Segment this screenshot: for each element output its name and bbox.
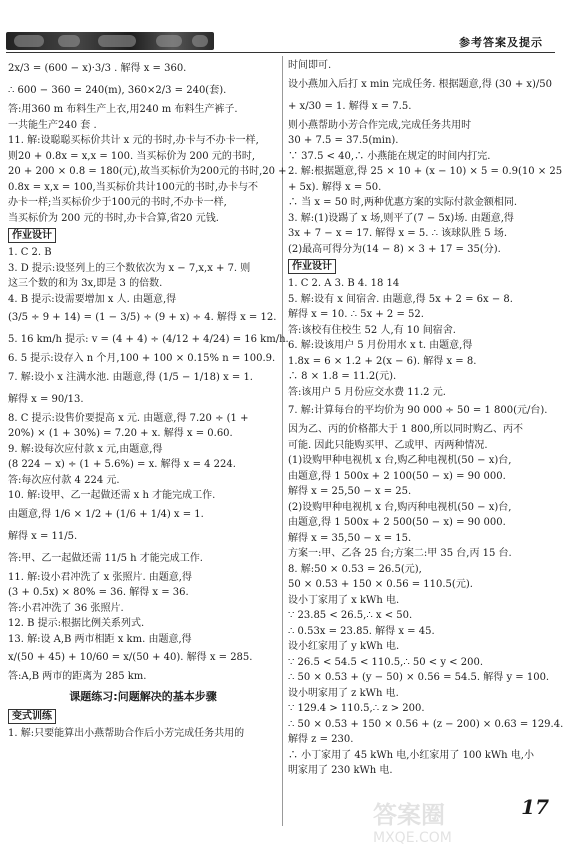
left-column xyxy=(8,58,289,741)
page-header xyxy=(0,0,563,50)
text-line: 3. D 提示:设竖列上的三个数依次为 x − 7,x,x + 7. 则 xyxy=(8,262,251,274)
section-label: 作业设计 xyxy=(288,259,336,274)
text-line: 解得 x = 10. ∴ 5x + 2 = 52. xyxy=(288,309,424,320)
text-line: ∴ 0.53x = 23.85. 解得 x = 45. xyxy=(288,625,435,637)
text-line: + x/30 = 1. 解得 x = 7.5. xyxy=(288,100,412,112)
text-line: 办卡一样;当买标价少于100元的书时,不办卡一样, xyxy=(8,197,227,208)
text-line: ∴ 50 × 0.53 + (y − 50) × 0.56 = 54.5. 解得 y = 100. xyxy=(288,672,550,683)
section-label: 作业设计 xyxy=(8,228,56,243)
text-line: 答:每次应付款 4 224 元. xyxy=(8,474,120,486)
decorative-banner xyxy=(6,32,214,50)
text-line: 1. 解:只要能算出小燕帮助合作后小芳完成任务共用的 xyxy=(8,727,245,739)
text-line: 设小红家用了 y kWh 电. xyxy=(288,641,400,652)
text-line: ∵ 26.5 < 54.5 < 110.5,∴ 50 < y < 200. xyxy=(288,656,484,668)
text-line: 30 + 7.5 = 37.5(min). xyxy=(288,135,399,146)
text-line: 0.8x = x,x = 100,当买标价共计100元的书时,办卡与不 xyxy=(8,181,259,193)
lesson-title: 课题练习:问题解决的基本步骤 xyxy=(69,689,217,703)
header-title: 参考答案及提示 xyxy=(459,36,543,49)
text-line: x/(50 + 45) + 10/60 = x/(50 + 40). 解得 x = 285. xyxy=(8,652,253,663)
text-line: 解得 x = 90/13. xyxy=(8,393,84,405)
text-line: ∵ 129.4 > 110.5,∴ z > 200. xyxy=(288,703,425,714)
text-line: 2x/3 = (600 − x)·3/3 . 解得 x = 360. xyxy=(8,63,187,74)
text-line: 解得 x = 25,50 − x = 25. xyxy=(288,486,412,497)
text-line: 13. 解:设 A,B 两市相距 x km. 由题意,得 xyxy=(8,633,192,645)
text-line: ∵ 37.5 < 40,∴ 小燕能在规定的时间内打完. xyxy=(288,150,491,162)
text-line: 7. 解:设小 x 注满水池. 由题意,得 (1/5 − 1/18) x = 1. xyxy=(8,371,253,383)
text-line: 时间即可. xyxy=(288,60,332,71)
text-line: (2)最高可得分为(14 − 8) × 3 + 17 = 35(分). xyxy=(288,243,501,255)
text-line: 答:该用户 5 月份应交水费 11.2 元. xyxy=(288,386,446,398)
text-line: 答:甲、乙一起做还需 11/5 h 才能完成工作. xyxy=(8,552,203,564)
text-line: 3. 解:(1)设踢了 x 场,则平了(7 − 5x)场. 由题意,得 xyxy=(288,212,514,224)
text-line: 答:小君冲洗了 36 张照片. xyxy=(8,602,124,614)
text-line: 11. 解:设小君冲洗了 x 张照片. 由题意,得 xyxy=(8,571,192,583)
text-line: 1. C 2. A 3. B 4. 18 14 xyxy=(288,278,400,289)
text-line: ∴ 小丁家用了 45 kWh 电,小红家用了 100 kWh 电,小 xyxy=(288,749,534,761)
text-line: 50 × 0.53 + 150 × 0.56 = 110.5(元). xyxy=(288,579,473,590)
text-line: 设小明家用了 z kWh 电. xyxy=(288,687,399,699)
text-line: 12. B 提示:根据比例关系列式. xyxy=(8,618,145,629)
text-line: 明家用了 230 kWh 电. xyxy=(288,765,393,776)
text-line: 答:该校有住校生 52 人,有 10 间宿舍. xyxy=(288,324,456,336)
text-line: 20%) × (1 + 30%) = 7.20 + x. 解得 x = 0.60. xyxy=(8,428,233,439)
text-line: 由题意,得 1 500x + 2 500(50 − x) = 90 000. xyxy=(288,517,506,528)
text-line: 3x + 7 − x = 17. 解得 x = 5. ∴ 该球队胜 5 场. xyxy=(288,228,508,239)
text-line: 20 + 200 × 0.8 = 180(元),故当买标价为200元的书时,20 + xyxy=(8,166,287,177)
text-line: ∴ 当 x = 50 时,两种优惠方案的实际付款金额相同. xyxy=(288,197,517,208)
text-line: ∴ 600 − 360 = 240(m), 360×2/3 = 240(套). xyxy=(8,85,227,96)
text-line: 8. C 提示:设售价要提高 x 元. 由题意,得 7.20 ÷ (1 + xyxy=(8,412,249,424)
text-line: (8 224 − x) ÷ (1 + 5.6%) = x. 解得 x = 4 224. xyxy=(8,459,236,470)
text-line: 2. 解:根据题意,得 25 × 10 + (x − 10) × 5 = 0.9(10 × 25 xyxy=(288,166,563,177)
section-row xyxy=(8,707,278,726)
text-line: 10. 解:设甲、乙一起做还需 x h 才能完成工作. xyxy=(8,490,216,501)
text-line: 11. 解:设聪聪买标价共计 x 元的书时,办卡与不办卡一样, xyxy=(8,135,259,146)
text-line: 解得 x = 35,50 − x = 15. xyxy=(288,532,412,544)
right-column xyxy=(288,58,563,779)
text-line: 答:A,B 两市的距离为 285 km. xyxy=(8,671,147,682)
text-line: 可能. 因此只能购买甲、乙或甲、丙两种情况. xyxy=(288,439,488,451)
text-line: 由题意,得 1 500x + 2 100(50 − x) = 90 000. xyxy=(288,470,506,482)
text-line: 4. B 提示:设需要增加 x 人. 由题意,得 xyxy=(8,293,177,305)
section-label: 变式训练 xyxy=(8,709,56,724)
page-number: 17 xyxy=(521,795,549,819)
section-row xyxy=(288,257,550,276)
text-line: 1.8x = 6 × 1.2 + 2(x − 6). 解得 x = 8. xyxy=(288,355,477,367)
watermark: 答案圈 MXQE.COM xyxy=(373,801,452,846)
text-line: 8. 解:50 × 0.53 = 26.5(元), xyxy=(288,563,422,575)
text-line: 解得 z = 230. xyxy=(288,734,354,745)
text-line: ∴ 50 × 0.53 + 150 × 0.56 + (z − 200) × 0.63 = 129.4. xyxy=(288,718,563,730)
text-line: 设小丁家用了 x kWh 电. xyxy=(288,594,400,606)
text-line: 因为乙、丙的价格都大于 1 800,所以同时购乙、丙不 xyxy=(288,424,523,435)
text-line: (2)设购甲种电视机 x 台,购丙种电视机(50 − x)台, xyxy=(288,501,512,513)
text-line: 1. C 2. B xyxy=(8,247,52,258)
text-line: 设小燕加入后打 x min 完成任务. 根据题意,得 (30 + x)/50 xyxy=(288,78,553,90)
text-line: 答:用360 m 布料生产上衣,用240 m 布料生产裤子. xyxy=(8,104,238,115)
text-line: 则小燕帮助小芳合作完成,完成任务共用时 xyxy=(288,119,472,131)
text-line: ∴ 8 × 1.8 = 11.2(元). xyxy=(288,371,397,382)
text-line: 当买标价为 200 元的书时,办卡合算,省20 元钱. xyxy=(8,212,219,224)
text-line: 9. 解:设每次应付款 x 元,由题意,得 xyxy=(8,443,163,455)
text-line: + 5x). 解得 x = 50. xyxy=(288,181,382,193)
text-line: 5. 16 km/h 提示: v = (4 + 4) ÷ (4/12 + 4/24) = 16 km/h. xyxy=(8,334,289,345)
text-line: (3 + 0.5x) × 80% = 36. 解得 x = 36. xyxy=(8,587,189,598)
text-line: ∵ 23.85 < 26.5,∴ x < 50. xyxy=(288,610,413,621)
section-row xyxy=(8,226,278,245)
text-line: 这三个数的和为 3x,即是 3 的倍数. xyxy=(8,278,163,289)
text-line: (3/5 ÷ 9 + 14) = (1 − 3/5) ÷ (9 + x) ÷ 4. 解得 x = 12. xyxy=(8,312,277,323)
text-line: 由题意,得 1/6 × 1/2 + (1/6 + 1/4) x = 1. xyxy=(8,508,204,520)
text-line: (1)设购甲种电视机 x 台,购乙种电视机(50 − x)台, xyxy=(288,455,512,466)
text-line: 一共能生产240 套 . xyxy=(8,119,97,131)
text-line: 6. 解:设该用户 5 月份用水 x t. 由题意,得 xyxy=(288,340,473,351)
text-line: 方案一:甲、乙各 25 台;方案二:甲 35 台,丙 15 台. xyxy=(288,548,512,559)
text-line: 6. 5 提示:设存入 n 个月,100 + 100 × 0.15% n = 100.9. xyxy=(8,353,276,364)
text-line: 则20 + 0.8x = x,x = 100. 当买标价为 200 元的书时, xyxy=(8,150,256,162)
header-rule xyxy=(6,52,555,53)
text-line: 7. 解:计算每台的平均价为 90 000 ÷ 50 = 1 800(元/台). xyxy=(288,405,548,416)
text-line: 5. 解:设有 x 间宿舍. 由题意,得 5x + 2 = 6x − 8. xyxy=(288,293,513,305)
text-line: 解得 x = 11/5. xyxy=(8,530,78,542)
